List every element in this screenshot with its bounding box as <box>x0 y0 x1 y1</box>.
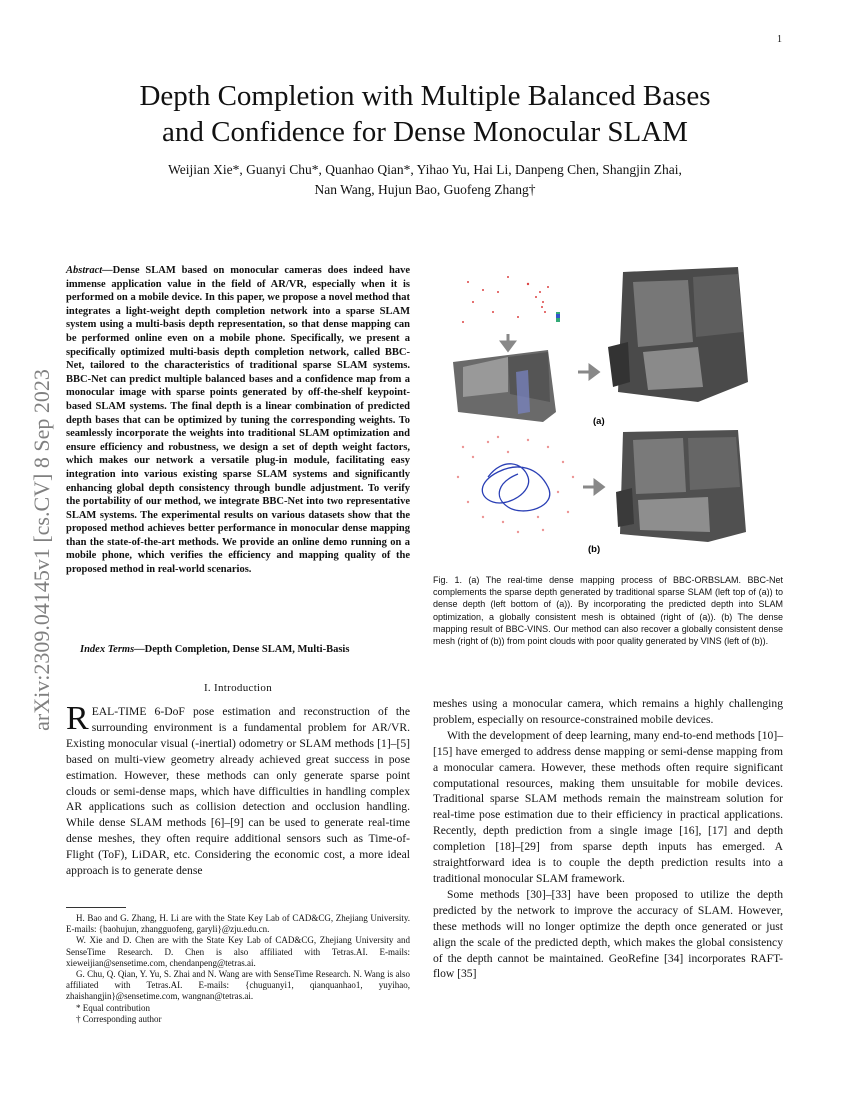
footnote: W. Xie and D. Chen are with the State Key Lab of CAD&CG, Zhejiang University and SenseTime Research. D. Chen is also affiliated with Tetras.AI. E-mails: xieweijian@sensetime.com, chendanpeng@tetras.ai. <box>66 935 410 968</box>
arrow-right-icon <box>578 366 598 378</box>
paragraph: With the development of deep learning, many end-to-end methods [10]–[15] have emerged to address dense mapping or semi-dense mapping from a monocular camera. However, these methods often require significant computational resources, making them unsuitable for mobile devices. Traditional sparse SLAM methods remain the mainstream solution for real-time pose estimation due to their efficiency in practical applications. Recently, depth prediction from a single image [16], [17] and depth completion [18]–[29] from sparse depth inputs has emerged. A straightforward idea is to couple the depth prediction results into a traditional monocular SLAM framework. <box>433 728 783 885</box>
point-cloud-b <box>457 436 574 533</box>
footnote: H. Bao and G. Zhang, H. Li are with the State Key Lab of CAD&CG, Zhejiang University. E-mails: {baohujun, zhangguofeng, garyli}@zju.edu.cn. <box>66 913 410 935</box>
authors-line-1: Weijian Xie*, Guanyi Chu*, Quanhao Qian*, Yihao Yu, Hai Li, Danpeng Chen, Shangjin Zhai, <box>168 162 682 177</box>
figure-label-b: (b) <box>588 544 601 555</box>
footnote: † Corresponding author <box>76 1013 162 1024</box>
arxiv-sidebar <box>24 300 60 800</box>
dense-mesh-b <box>616 430 746 542</box>
figure-1 <box>448 262 788 562</box>
section-heading: I. Introduction <box>203 682 273 694</box>
title-line-2: and Confidence for Dense Monocular SLAM <box>162 116 688 148</box>
abstract <box>66 264 410 577</box>
author-list <box>60 160 790 200</box>
figure-1-caption: Fig. 1. (a) The real-time dense mapping process of BBC-ORBSLAM. BBC-Net complements the sparse depth generated by traditional sparse SLAM (left top of (a)) to dense depth (left bottom of (a)). By incorporating the predicted depth into SLAM optimization, a globally consistent mesh is obtained (right of (a)). (b) The dense mapping result of BBC-VINS. Our method can also recover a globally consistent dense mesh (right of (b)) from point clouds with poor quality generated by VINS (left of (b)). <box>433 575 783 647</box>
index-terms-label: Index Terms <box>80 644 135 655</box>
arrow-right-icon-b <box>583 481 603 493</box>
index-terms-text: —Depth Completion, Dense SLAM, Multi-Basis <box>134 644 350 655</box>
right-column-body <box>433 696 783 982</box>
intro-text: EAL-TIME 6-DoF pose estimation and reconstruction of the surrounding environment is a fundamental problem for AR/VR. Existing monocular visual (-inertial) odometry or SLAM methods [1]–[5] based on multi-view geometry already achieved great success in pose estimation. However, these methods can only generate sparse point clouds or semi-dense maps, which have difficulties in handling complex AR applications such as collision detection and occlusion handling. While dense SLAM methods [6]–[9] can be used to generate real-time dense meshes, they often require additional sensors such as Time-of-Flight (ToF), LiDAR, etc. Considering the economic cost, a more ideal approach is to generate dense <box>66 705 410 878</box>
abstract-text: —Dense SLAM based on monocular cameras does indeed have immense application value in the field of AR/VR, especially when it is performed on a mobile device. In this paper, we propose a novel method that integrates a light-weight depth completion network into a sparse SLAM system using a multi-basis depth representation, so that dense mapping can be performed online even on a mobile phone. Specifically, we present a specifically optimized multi-basis depth completion network, called BBC-Net, tailored to the characteristics of traditional sparse SLAM systems. BBC-Net can predict multiple balanced bases and a confidence map from a monocular image with sparse points generated by off-the-shelf keypoint-based SLAM systems. The final depth is a linear combination of predicted depth bases that can be optimized by tuning the corresponding weights. To seamlessly incorporate the weights into traditional SLAM optimization and ensure efficiency and robustness, we design a set of depth weight factors, which makes our network a versatile plug-in module, facilitating easy integration into various existing sparse SLAM systems and significantly enhancing global depth consistency through bundle adjustment. To verify the portability of our method, we integrate BBC-Net into two representative SLAM systems. The experimental results on various datasets show that the proposed method achieves better performance in monocular dense mapping than the state-of-the-art methods. We provide an online demo running on a mobile phone, which verifies the efficiency and mapping quality of the proposed method in real-world scenarios. <box>66 265 410 576</box>
figure-1-graphic <box>448 262 788 562</box>
arxiv-identifier: arXiv:2309.04145v1 [cs.CV] 8 Sep 2023 <box>29 369 54 731</box>
footnote-rule <box>66 907 126 908</box>
paper-title <box>40 78 810 150</box>
authors-line-2: Nan Wang, Hujun Bao, Guofeng Zhang† <box>314 182 536 197</box>
paragraph: Some methods [30]–[33] have been proposed to utilize the depth predicted by the network to improve the accuracy of SLAM. However, these methods will no longer optimize the depth once generated or just align the scale of the predicted depth, which makes the global consistency of the depth cannot be maintained. GeoRefine [34] incorporates RAFT-flow [35] <box>433 887 783 981</box>
dense-depth-a <box>453 350 556 422</box>
abstract-label: Abstract <box>66 265 103 276</box>
sparse-point-cloud-a <box>448 262 578 337</box>
figure-label-a: (a) <box>593 416 605 427</box>
title-line-1: Depth Completion with Multiple Balanced Bases <box>139 80 711 112</box>
drop-cap: R <box>66 700 89 737</box>
footnote: G. Chu, Q. Qian, Y. Yu, S. Zhai and N. Wang are with SenseTime Research. N. Wang is also affiliated with Tetras.AI. E-mails: {chuguanyi1, qianquanhao1, yuyihao, zhaishangjin}@sensetime.com, wangnan@tetras.ai. <box>66 969 410 1002</box>
paragraph: meshes using a monocular camera, which remains a highly challenging problem, especially on resource-constrained mobile devices. <box>433 697 783 726</box>
index-terms <box>66 643 410 657</box>
footnotes <box>66 913 410 1025</box>
dense-mesh-a <box>608 267 748 402</box>
page-number: 1 <box>777 34 782 45</box>
footnote: * Equal contribution <box>76 1002 150 1013</box>
intro-paragraph <box>66 700 410 879</box>
